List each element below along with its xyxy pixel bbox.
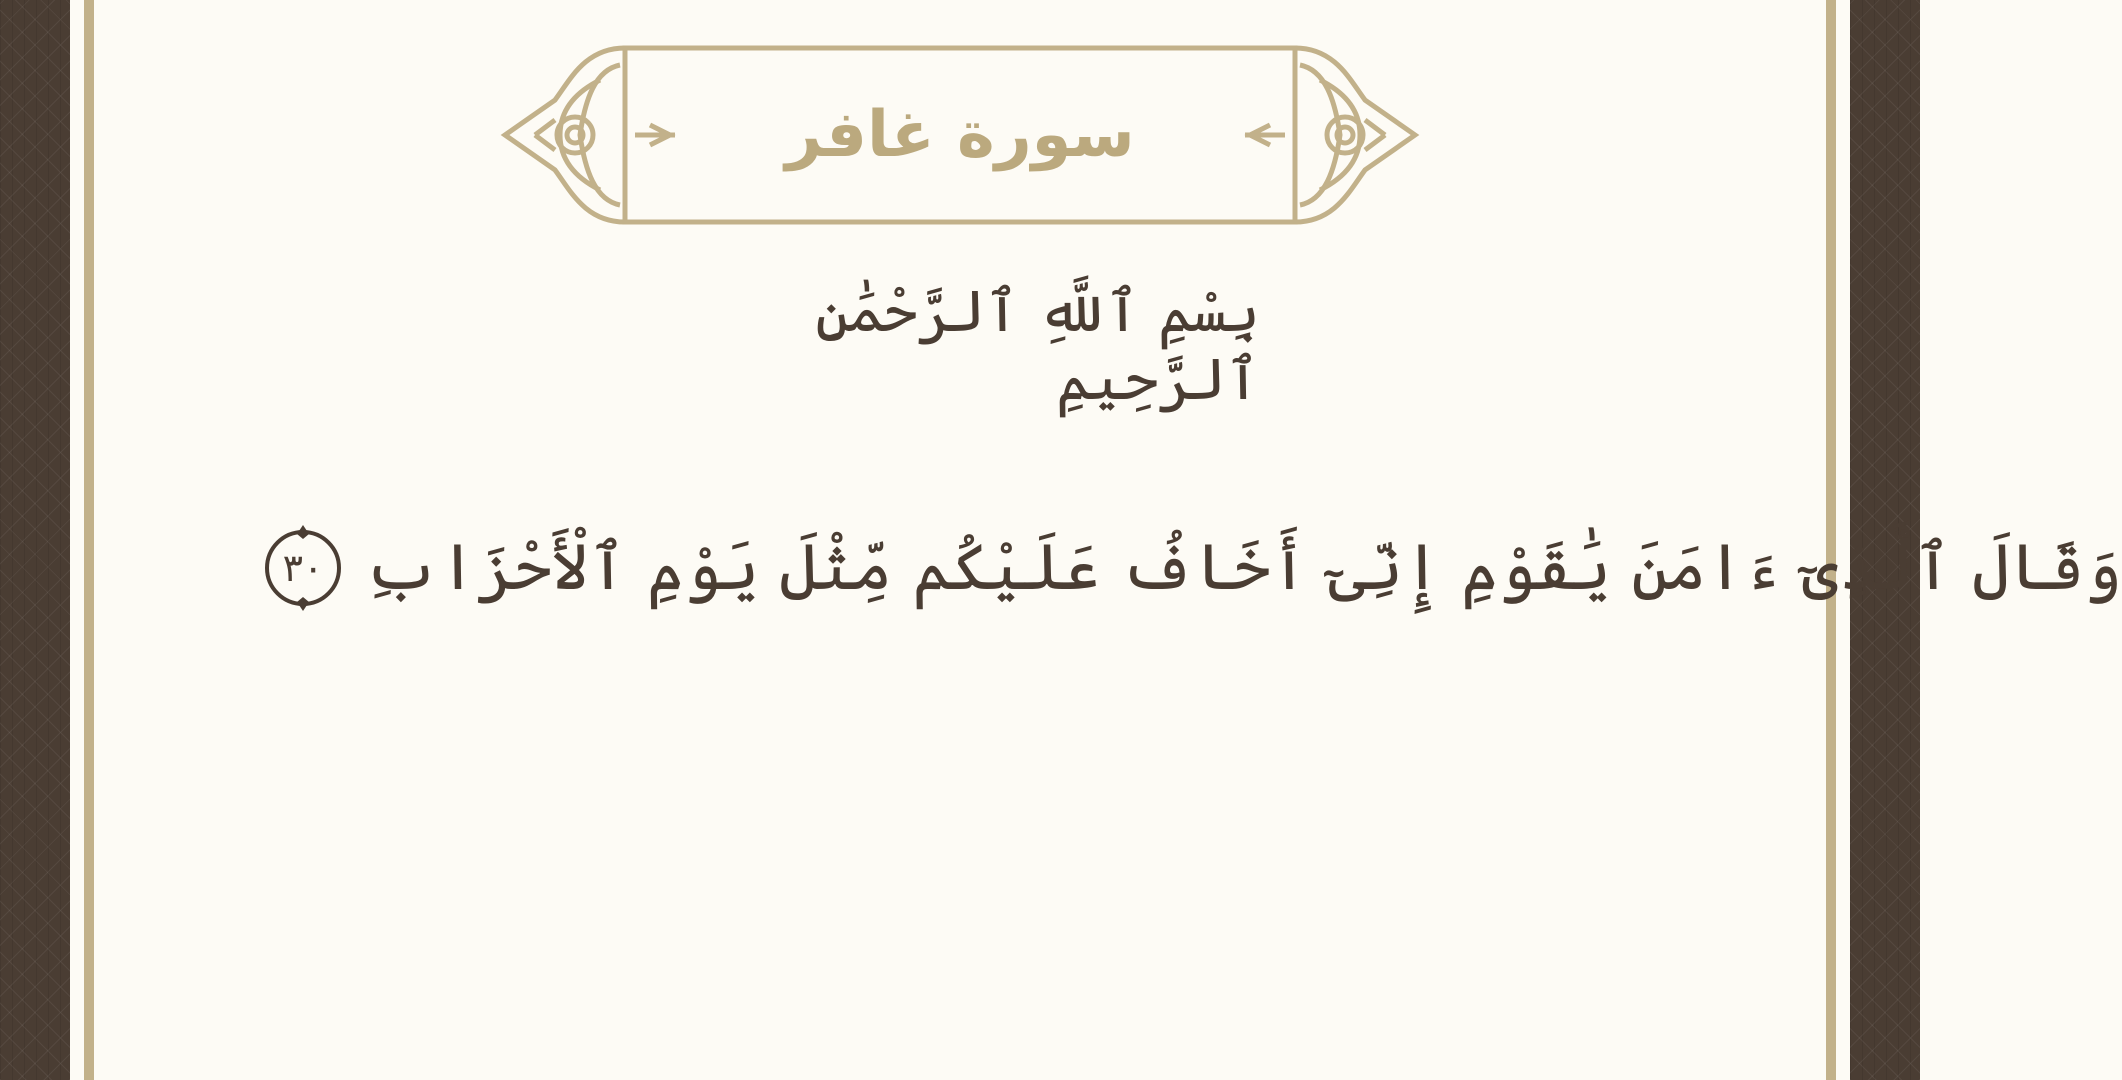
surah-title: سورة غافر xyxy=(785,98,1135,172)
verse-line xyxy=(260,500,2122,635)
verse-text: وَقَالَ ٱلَّذِىٓ ءَامَنَ يَٰقَوْمِ إِنِّىٓ أَخَافُ عَلَيْكُم مِّثْلَ يَوْمِ ٱلْأَحْزَابِ xyxy=(364,531,2122,605)
left-gold-rule xyxy=(84,0,94,1080)
ayah-number-marker xyxy=(260,525,346,611)
left-decorative-border xyxy=(0,0,70,1080)
ayah-number: ٣٠ xyxy=(282,545,324,590)
basmala-calligraphy: بِسْمِ ٱللَّهِ ٱلرَّحْمَٰنِ ٱلرَّحِيمِ xyxy=(815,277,1260,413)
surah-header-frame xyxy=(500,40,1420,230)
